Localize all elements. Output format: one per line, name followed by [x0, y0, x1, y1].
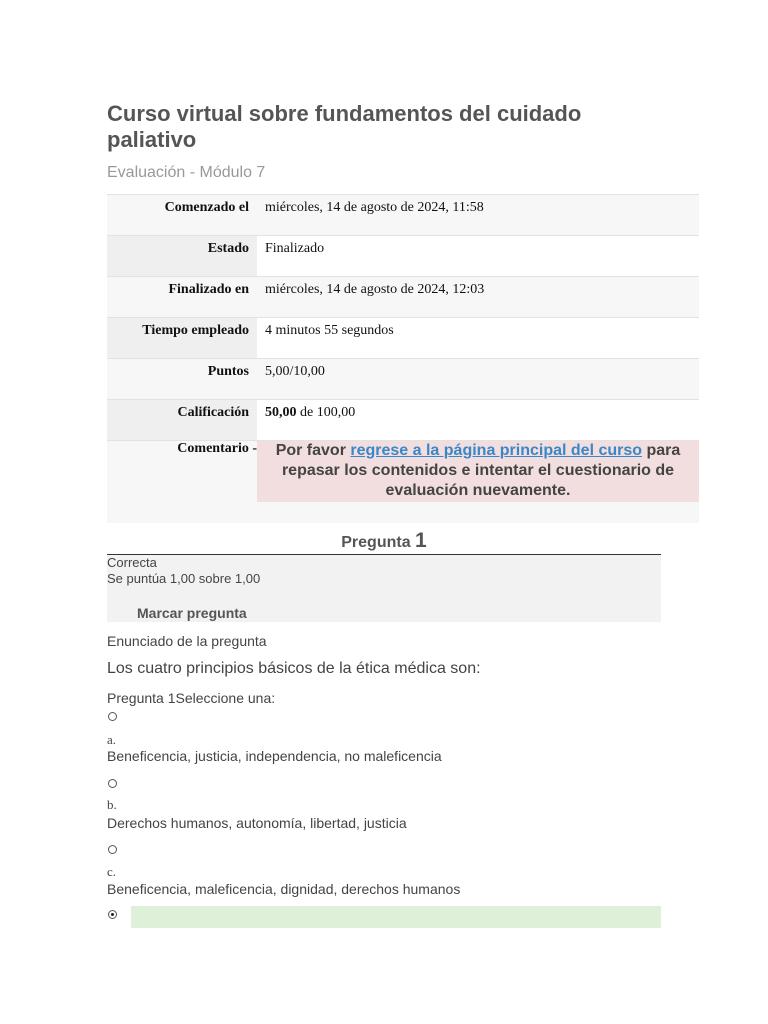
option-a-text[interactable]: Beneficencia, justicia, independencia, no maleficencia — [107, 748, 442, 764]
summary-label: Calificación — [107, 400, 257, 441]
course-home-link[interactable]: regrese a la página principal del curso — [350, 442, 643, 459]
summary-row-state — [107, 236, 699, 277]
summary-row-comment — [107, 441, 699, 524]
question-status: Correcta — [107, 555, 157, 570]
page-title: Curso virtual sobre fundamentos del cuidado paliativo — [107, 101, 582, 152]
attempt-summary-table — [107, 194, 699, 523]
option-letter: c. — [107, 864, 117, 879]
option-letter: b. — [107, 797, 117, 812]
summary-value: 4 minutos 55 segundos — [257, 318, 699, 359]
question-statement-label: Enunciado de la pregunta — [107, 633, 267, 649]
option-b-radio[interactable] — [108, 779, 117, 788]
summary-value — [257, 441, 699, 524]
question-score: Se puntúa 1,00 sobre 1,00 — [107, 571, 261, 586]
summary-value: miércoles, 14 de agosto de 2024, 12:03 — [257, 277, 699, 318]
summary-row-finished — [107, 277, 699, 318]
option-a-radio[interactable] — [108, 712, 117, 721]
question-text: Los cuatro principios básicos de la ética médica son: — [107, 660, 481, 677]
summary-label: Comentario - — [107, 441, 257, 524]
summary-label: Estado — [107, 236, 257, 277]
option-letter: a. — [107, 732, 117, 747]
summary-row-grade — [107, 400, 699, 441]
question-number: 1 — [415, 529, 427, 552]
summary-label: Finalizado en — [107, 277, 257, 318]
correct-answer-highlight — [131, 906, 661, 928]
question-info-panel — [107, 555, 661, 622]
feedback-text: para repasar los contenidos e intentar el cuestionario de evaluación nuevamente. — [281, 442, 681, 499]
grade-max: de 100,00 — [296, 405, 356, 420]
feedback-text: Por favor — [275, 442, 351, 459]
summary-label: Puntos — [107, 359, 257, 400]
summary-value: Finalizado — [257, 236, 699, 277]
grade-value: 50,00 — [265, 405, 297, 420]
option-c-text[interactable]: Beneficencia, maleficencia, dignidad, derechos humanos — [107, 881, 461, 897]
summary-row-points — [107, 359, 699, 400]
summary-row-started — [107, 195, 699, 236]
summary-value — [257, 400, 699, 441]
summary-value: 5,00/10,00 — [257, 359, 699, 400]
summary-label: Tiempo empleado — [107, 318, 257, 359]
summary-row-time — [107, 318, 699, 359]
option-b-text[interactable]: Derechos humanos, autonomía, libertad, justicia — [107, 815, 407, 831]
flag-question-button[interactable]: Marcar pregunta — [137, 605, 247, 621]
question-heading-label: Pregunta — [341, 534, 416, 551]
page-subtitle: Evaluación - Módulo 7 — [107, 164, 266, 181]
feedback-box — [257, 441, 699, 502]
select-prompt: Pregunta 1Seleccione una: — [107, 690, 276, 706]
option-d-radio[interactable] — [108, 910, 117, 919]
option-c-radio[interactable] — [108, 845, 117, 854]
summary-label: Comenzado el — [107, 195, 257, 236]
summary-value: miércoles, 14 de agosto de 2024, 11:58 — [257, 195, 699, 236]
question-heading — [107, 529, 661, 555]
